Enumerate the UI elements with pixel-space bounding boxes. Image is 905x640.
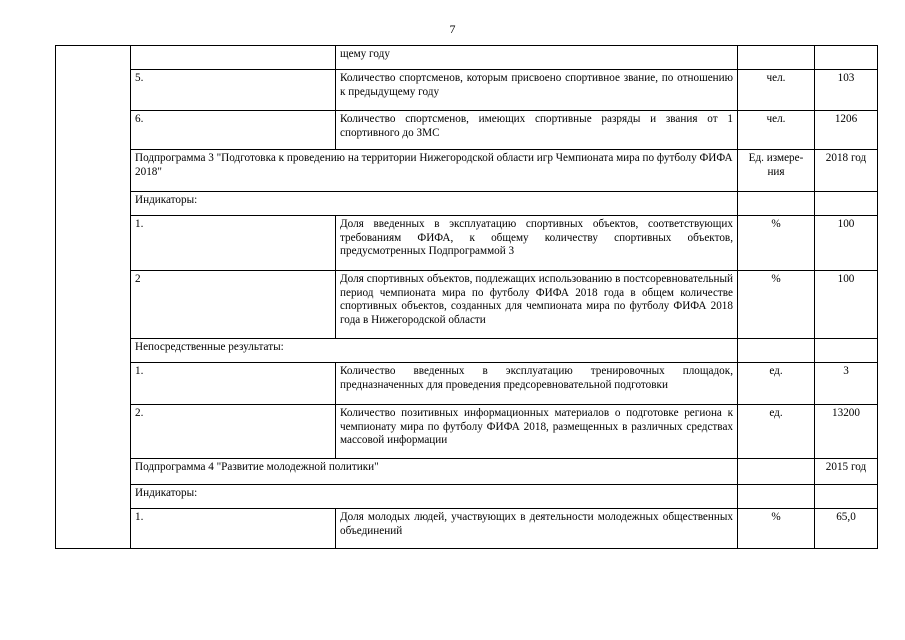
- description-cell: Доля спортивных объектов, подлежащих использованию в постсоревновательный период чемпионата мира по футболу ФИФА 2018 года в общем количестве спортивных объектов, созданных для чемпионата мира по футболу ФИФА 2018 года в Нижегородской области: [336, 271, 738, 339]
- unit-cell: ед.: [738, 405, 815, 459]
- table-row: [56, 46, 878, 70]
- description-cell: Количество спортсменов, имеющих спортивные разряды и звания от 1 спортивного до ЗМС: [336, 111, 738, 150]
- section-title-cell: Индикаторы:: [131, 192, 738, 216]
- value-cell: 100: [815, 216, 878, 271]
- table-row: [56, 405, 878, 459]
- subprogram-title-cell: Подпрограмма 3 "Подготовка к проведению на территории Нижегородской области игр Чемпионата мира по футболу ФИФА 2018": [131, 150, 738, 192]
- unit-cell: ед.: [738, 363, 815, 405]
- value-cell: 103: [815, 70, 878, 111]
- number-cell: 6.: [131, 111, 336, 150]
- unit-cell: [738, 485, 815, 509]
- section-title-cell: Непосредственные результаты:: [131, 339, 738, 363]
- table-row: [56, 459, 878, 485]
- unit-cell: %: [738, 509, 815, 549]
- table-row: [56, 192, 878, 216]
- description-cell: Доля молодых людей, участвующих в деятельности молодежных общественных объединений: [336, 509, 738, 549]
- value-cell: 3: [815, 363, 878, 405]
- description-cell: щему году: [336, 46, 738, 70]
- value-cell: [815, 192, 878, 216]
- table-body: [56, 46, 878, 549]
- table-row: [56, 509, 878, 549]
- value-cell: 65,0: [815, 509, 878, 549]
- number-cell: 1.: [131, 509, 336, 549]
- unit-cell: %: [738, 216, 815, 271]
- table-row: [56, 363, 878, 405]
- value-cell: 1206: [815, 111, 878, 150]
- description-cell: Доля введенных в эксплуатацию спортивных объектов, соответствующих требованиям ФИФА, к общему количеству спортивных объектов, предусмотренных Подпрограммой 3: [336, 216, 738, 271]
- table-row: [56, 150, 878, 192]
- unit-header-cell: Ед. измере-ния: [738, 150, 815, 192]
- year-cell: 2015 год: [815, 459, 878, 485]
- value-cell: [815, 339, 878, 363]
- unit-header-cell: [738, 459, 815, 485]
- value-cell: 100: [815, 271, 878, 339]
- number-cell: 2: [131, 271, 336, 339]
- unit-cell: [738, 339, 815, 363]
- section-title-cell: Индикаторы:: [131, 485, 738, 509]
- value-cell: [815, 46, 878, 70]
- value-cell: [815, 485, 878, 509]
- year-cell: 2018 год: [815, 150, 878, 192]
- description-cell: Количество спортсменов, которым присвоено спортивное звание, по отношению к предыдущему году: [336, 70, 738, 111]
- unit-cell: %: [738, 271, 815, 339]
- page-number: 7: [449, 22, 456, 36]
- number-cell: [131, 46, 336, 70]
- table-row: [56, 111, 878, 150]
- description-cell: Количество введенных в эксплуатацию тренировочных площадок, предназначенных для проведения предсоревновательной подготовки: [336, 363, 738, 405]
- unit-cell: чел.: [738, 70, 815, 111]
- indicators-table: [55, 45, 878, 549]
- number-cell: 1.: [131, 216, 336, 271]
- table-row: [56, 216, 878, 271]
- left-margin-cell: [56, 46, 131, 549]
- number-cell: 1.: [131, 363, 336, 405]
- number-cell: 5.: [131, 70, 336, 111]
- subprogram-title-cell: Подпрограмма 4 "Развитие молодежной политики": [131, 459, 738, 485]
- table-row: [56, 70, 878, 111]
- value-cell: 13200: [815, 405, 878, 459]
- description-cell: Количество позитивных информационных материалов о подготовке региона к чемпионату мира по футболу ФИФА 2018, размещенных в различных средствах массовой информации: [336, 405, 738, 459]
- table-row: [56, 485, 878, 509]
- unit-cell: [738, 46, 815, 70]
- number-cell: 2.: [131, 405, 336, 459]
- unit-cell: [738, 192, 815, 216]
- table-row: [56, 271, 878, 339]
- unit-cell: чел.: [738, 111, 815, 150]
- table-row: [56, 339, 878, 363]
